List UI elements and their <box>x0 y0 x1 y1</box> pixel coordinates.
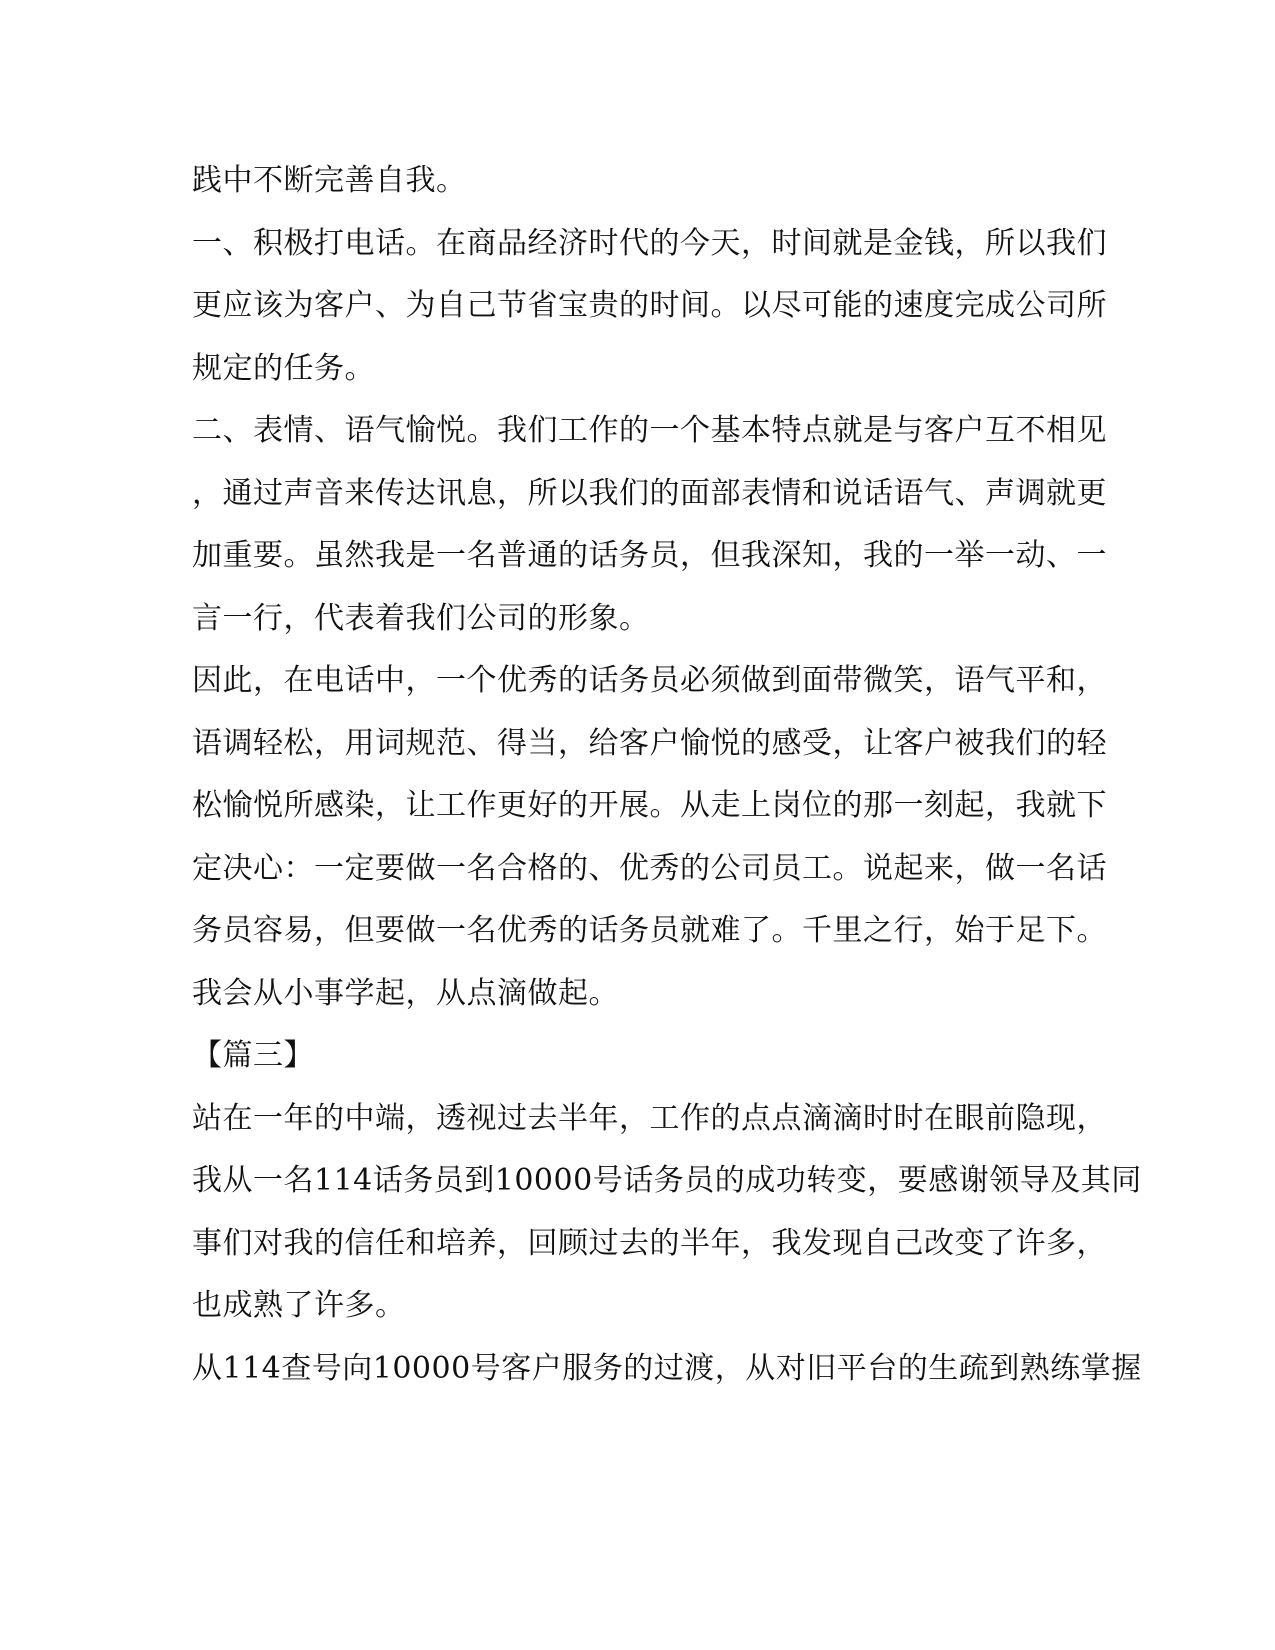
text-line: 语调轻松，用词规范、得当，给客户愉悦的感受，让客户被我们的轻 <box>192 725 1107 761</box>
text-line: 事们对我的信任和培养，回顾过去的半年，我发现自己改变了许多， <box>192 1225 1107 1261</box>
section-heading: 【篇三】 <box>192 1038 314 1073</box>
text-line: 加重要。虽然我是一名普通的话务员，但我深知，我的一举一动、一 <box>192 538 1107 573</box>
body-text <box>192 150 1142 1400</box>
text-line: 因此，在电话中，一个优秀的话务员必须做到面带微笑，语气平和， <box>192 663 1107 698</box>
text-line: 更应该为客户、为自己节省宝贵的时间。以尽可能的速度完成公司所 <box>192 288 1107 323</box>
text-line: 言一行，代表着我们公司的形象。 <box>192 600 650 636</box>
text-line: 定决心：一定要做一名合格的、优秀的公司员工。说起来，做一名话 <box>192 850 1107 886</box>
text-line: 践中不断完善自我。 <box>192 163 467 198</box>
text-line: 也成熟了许多。 <box>192 1288 406 1323</box>
text-line: 务员容易，但要做一名优秀的话务员就难了。千里之行，始于足下。 <box>192 913 1107 948</box>
text-line: 一、积极打电话。在商品经济时代的今天，时间就是金钱，所以我们 <box>192 225 1107 261</box>
text-line: 我会从小事学起，从点滴做起。 <box>192 975 619 1011</box>
text-line: 二、表情、语气愉悦。我们工作的一个基本特点就是与客户互不相见 <box>192 413 1107 448</box>
text-line: 我从一名114话务员到10000号话务员的成功转变，要感谢领导及其同 <box>192 1163 1142 1198</box>
text-line: 从114查号向10000号客户服务的过渡，从对旧平台的生疏到熟练掌握 <box>192 1350 1142 1386</box>
text-line: ，通过声音来传达讯息，所以我们的面部表情和说话语气、声调就更 <box>192 475 1107 511</box>
text-line: 松愉悦所感染，让工作更好的开展。从走上岗位的那一刻起，我就下 <box>192 788 1107 823</box>
text-line: 规定的任务。 <box>192 350 375 386</box>
text-line: 站在一年的中端，透视过去半年，工作的点点滴滴时时在眼前隐现， <box>192 1100 1107 1136</box>
